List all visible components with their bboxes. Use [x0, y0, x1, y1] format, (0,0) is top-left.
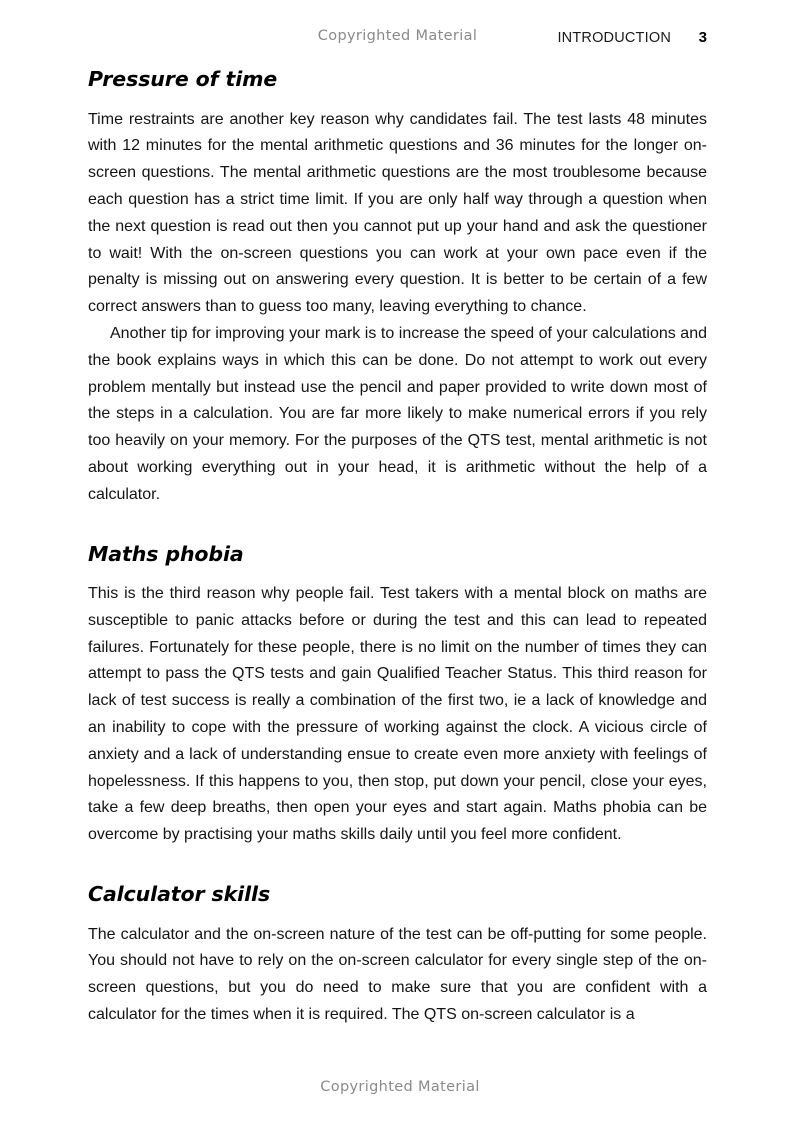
body-paragraph: Time restraints are another key reason why candidates fail. The test lasts 48 minutes with 12 minutes for the mental arithmetic questions and 36 minutes for the longer on-screen questions. The mental arithmetic questions are the most troublesome because each question has a strict time limit. If you are only half way through a question when the next question is read out then you cannot put up your hand and ask the questioner to wait! With the on-screen questions you can work at your own pace even if the penalty is missing out on answering every question. It is better to be certain of a few correct answers than to guess too many, leaving everything to chance.	[88, 110, 707, 316]
section-maths-phobia	[88, 543, 707, 850]
page-content	[88, 68, 707, 1029]
section-heading: Calculator skills	[88, 882, 271, 907]
page-number: 3	[698, 29, 707, 46]
section-pressure-of-time	[88, 68, 707, 509]
chapter-title: INTRODUCTION	[557, 30, 671, 46]
copyright-watermark-bottom: Copyrighted Material	[320, 1079, 480, 1095]
body-paragraph: The calculator and the on-screen nature of the test can be off-putting for some people. You should not have to rely on the on-screen calculator for every single step of the on-screen questions, but you do need to make sure that you are confident with a calculator for the times when it is required. The QTS on-screen calculator is a	[88, 925, 707, 1023]
running-head	[88, 28, 707, 50]
running-head-right	[557, 29, 707, 46]
section-heading: Pressure of time	[88, 67, 278, 91]
section-calculator-skills	[88, 883, 707, 1029]
copyright-watermark-top: Copyrighted Material	[317, 28, 478, 44]
body-paragraph: This is the third reason why people fail. Test takers with a mental block on maths are susceptible to panic attacks before or during the test and this can lead to repeated failures. Fortunately for these people, there is no limit on the number of times they can attempt to pass the QTS tests and gain Qualified Teacher Status. This third reason for lack of test success is really a combination of the first two, ie a lack of knowledge and an inability to cope with the pressure of working against the clock. A vicious circle of anxiety and a lack of understanding ensue to create even more anxiety with feelings of hopelessness. If this happens to you, then stop, put down your pencil, close your eyes, take a few deep breaths, then open your eyes and start again. Maths phobia can be overcome by practising your maths skills daily until you feel more confident.	[88, 585, 707, 844]
section-heading: Maths phobia	[88, 541, 244, 566]
body-paragraph: Another tip for improving your mark is to increase the speed of your calculations and the book explains ways in which this can be done. Do not attempt to work out every problem mentally but instead use the pencil and paper provided to write down most of the steps in a calculation. You are far more likely to make numerical errors if you rely too heavily on your memory. For the purposes of the QTS test, mental arithmetic is not about working everything out in your head, it is arithmetic without the help of a calculator.	[88, 324, 707, 503]
